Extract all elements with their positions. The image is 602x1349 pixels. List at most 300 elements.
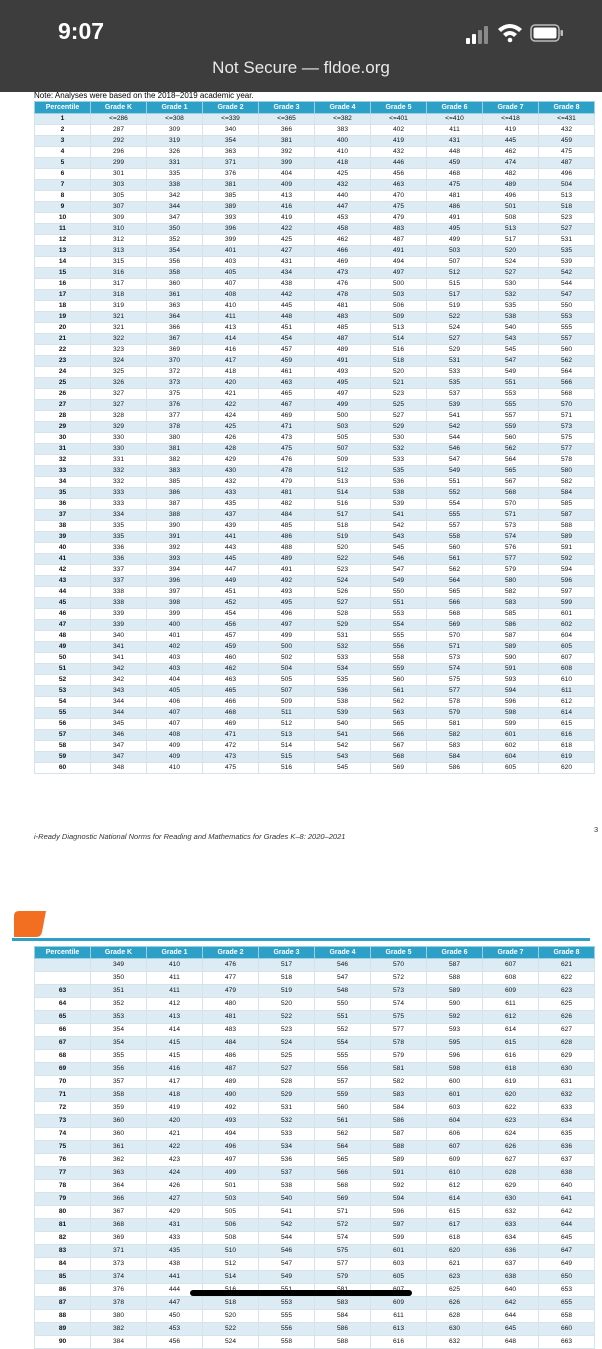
table-row [35, 411, 595, 422]
score-cell: 550 [315, 998, 371, 1011]
score-cell: 565 [371, 719, 427, 730]
score-cell: 559 [483, 422, 539, 433]
score-cell: 611 [371, 1310, 427, 1323]
score-cell: 479 [371, 213, 427, 224]
table-row [35, 1115, 595, 1128]
score-cell: 544 [427, 433, 483, 444]
percentile-cell: 41 [35, 554, 91, 565]
score-cell: 576 [483, 543, 539, 554]
percentile-cell [35, 972, 91, 985]
score-cell: 644 [539, 1219, 595, 1232]
score-cell: 527 [315, 598, 371, 609]
score-cell: 378 [147, 422, 203, 433]
score-cell: 626 [427, 1297, 483, 1310]
score-cell: 553 [371, 609, 427, 620]
score-cell: 606 [427, 1128, 483, 1141]
score-cell: 462 [315, 235, 371, 246]
score-cell: 419 [147, 1102, 203, 1115]
score-cell: 481 [427, 191, 483, 202]
score-cell: 551 [315, 1011, 371, 1024]
percentile-cell: 32 [35, 455, 91, 466]
score-cell: 414 [147, 1024, 203, 1037]
score-cell: 382 [147, 455, 203, 466]
percentile-cell: 30 [35, 433, 91, 444]
score-cell: 459 [427, 158, 483, 169]
score-cell: 588 [371, 1141, 427, 1154]
score-cell: 586 [315, 1323, 371, 1336]
score-cell: 416 [259, 202, 315, 213]
table-header-row [35, 947, 595, 959]
address-bar[interactable]: Not Secure — fldoe.org [212, 58, 390, 77]
score-cell: 568 [539, 389, 595, 400]
score-cell: 483 [371, 224, 427, 235]
score-cell: 383 [315, 125, 371, 136]
score-cell: 476 [203, 959, 259, 972]
score-cell: 404 [147, 675, 203, 686]
score-cell: 363 [91, 1167, 147, 1180]
table-row [35, 620, 595, 631]
score-cell: 560 [539, 345, 595, 356]
score-cell: 519 [315, 532, 371, 543]
score-cell: 617 [427, 1219, 483, 1232]
score-cell: 433 [147, 1232, 203, 1245]
score-cell: 380 [147, 433, 203, 444]
percentile-cell: 85 [35, 1271, 91, 1284]
score-cell: 537 [259, 1167, 315, 1180]
score-cell: 569 [371, 763, 427, 774]
percentile-cell: 81 [35, 1219, 91, 1232]
score-cell: 636 [483, 1245, 539, 1258]
score-cell: 514 [259, 741, 315, 752]
score-cell: 356 [147, 257, 203, 268]
score-cell: 526 [315, 587, 371, 598]
percentile-cell: 38 [35, 521, 91, 532]
score-cell: 476 [315, 279, 371, 290]
table-row [35, 1128, 595, 1141]
score-cell: 608 [539, 664, 595, 675]
score-cell: 392 [147, 543, 203, 554]
table-row [35, 565, 595, 576]
score-cell: 513 [315, 477, 371, 488]
score-cell: 399 [147, 609, 203, 620]
score-cell: 558 [371, 653, 427, 664]
score-cell: 547 [259, 1258, 315, 1271]
table-row [35, 301, 595, 312]
score-cell: 439 [203, 521, 259, 532]
score-cell: 443 [203, 543, 259, 554]
score-cell: 486 [259, 532, 315, 543]
table-row [35, 158, 595, 169]
score-cell: 354 [91, 1024, 147, 1037]
score-cell: 459 [539, 136, 595, 147]
score-cell: 487 [539, 158, 595, 169]
score-cell: 448 [427, 147, 483, 158]
score-cell: 333 [91, 488, 147, 499]
score-cell: 513 [483, 224, 539, 235]
percentile-cell: 2 [35, 125, 91, 136]
score-cell: 318 [91, 290, 147, 301]
score-cell: 487 [371, 235, 427, 246]
score-cell: 506 [203, 1219, 259, 1232]
score-cell: 411 [147, 985, 203, 998]
score-cell: 327 [91, 389, 147, 400]
table-row [35, 1063, 595, 1076]
percentile-cell: 16 [35, 279, 91, 290]
score-cell: 638 [483, 1271, 539, 1284]
score-cell: 642 [539, 1206, 595, 1219]
score-cell: 555 [483, 400, 539, 411]
percentile-cell: 19 [35, 312, 91, 323]
score-cell: 430 [203, 466, 259, 477]
score-cell: 505 [203, 1206, 259, 1219]
score-cell: 562 [315, 1128, 371, 1141]
score-cell: 620 [539, 763, 595, 774]
score-cell: 600 [427, 1076, 483, 1089]
score-cell: 509 [371, 312, 427, 323]
percentile-cell: 15 [35, 268, 91, 279]
score-cell: 495 [259, 598, 315, 609]
percentile-cell: 25 [35, 378, 91, 389]
score-cell: 495 [427, 224, 483, 235]
score-cell: 373 [91, 1258, 147, 1271]
score-cell: 326 [147, 147, 203, 158]
score-cell: 610 [427, 1167, 483, 1180]
score-cell: 513 [539, 191, 595, 202]
score-cell: 350 [147, 224, 203, 235]
score-cell: 527 [371, 411, 427, 422]
score-cell: 385 [203, 191, 259, 202]
score-cell: 608 [483, 972, 539, 985]
score-cell: 388 [147, 510, 203, 521]
score-cell: 560 [315, 1102, 371, 1115]
score-cell: 584 [371, 1102, 427, 1115]
percentile-cell: 58 [35, 741, 91, 752]
score-cell: 523 [371, 389, 427, 400]
percentile-cell: 17 [35, 290, 91, 301]
score-cell: 544 [259, 1232, 315, 1245]
score-cell: 538 [259, 1180, 315, 1193]
score-cell: 637 [483, 1258, 539, 1271]
score-cell: 348 [91, 763, 147, 774]
score-cell: 536 [315, 686, 371, 697]
norms-table-page-4 [34, 946, 595, 1349]
score-cell: 568 [315, 1180, 371, 1193]
score-cell: 551 [483, 378, 539, 389]
score-cell: 371 [203, 158, 259, 169]
score-cell: 416 [147, 1063, 203, 1076]
percentile-cell: 8 [35, 191, 91, 202]
table-row [35, 1206, 595, 1219]
score-cell: 583 [427, 741, 483, 752]
score-cell: 610 [539, 675, 595, 686]
table-row [35, 444, 595, 455]
score-cell: 497 [371, 268, 427, 279]
score-cell: 524 [315, 576, 371, 587]
score-cell: 346 [91, 730, 147, 741]
score-cell: 546 [259, 1245, 315, 1258]
score-cell: 437 [203, 510, 259, 521]
percentile-cell: 67 [35, 1037, 91, 1050]
table-row [35, 1180, 595, 1193]
score-cell: 514 [203, 1271, 259, 1284]
score-cell: 319 [147, 136, 203, 147]
score-cell: 355 [91, 1050, 147, 1063]
percentile-cell: 73 [35, 1115, 91, 1128]
score-cell: 417 [203, 356, 259, 367]
score-cell: 505 [259, 675, 315, 686]
table-row [35, 1297, 595, 1310]
score-cell: 479 [259, 477, 315, 488]
score-cell: 410 [147, 763, 203, 774]
score-cell: 496 [203, 1141, 259, 1154]
score-cell: 336 [91, 543, 147, 554]
score-cell: 489 [259, 554, 315, 565]
score-cell: 538 [483, 312, 539, 323]
score-cell: 487 [203, 1063, 259, 1076]
score-cell: 607 [539, 653, 595, 664]
score-cell: 343 [91, 686, 147, 697]
score-cell: 572 [315, 1219, 371, 1232]
score-cell: 650 [539, 1271, 595, 1284]
percentile-cell: 57 [35, 730, 91, 741]
score-cell: 625 [427, 1284, 483, 1297]
score-cell: 349 [91, 959, 147, 972]
score-cell: 622 [539, 972, 595, 985]
home-indicator[interactable] [190, 1290, 412, 1296]
score-cell: 522 [203, 1323, 259, 1336]
score-cell: 598 [427, 1063, 483, 1076]
score-cell: 583 [315, 1297, 371, 1310]
score-cell: 510 [203, 1245, 259, 1258]
score-cell: 407 [147, 719, 203, 730]
score-cell: 480 [203, 998, 259, 1011]
score-cell: 367 [147, 334, 203, 345]
score-cell: 380 [91, 1310, 147, 1323]
score-cell: 638 [539, 1167, 595, 1180]
column-header-grade-3: Grade 3 [259, 947, 315, 959]
score-cell: 389 [203, 202, 259, 213]
score-cell: 451 [259, 323, 315, 334]
score-cell: <=308 [147, 114, 203, 125]
score-cell: 562 [539, 356, 595, 367]
score-cell: 492 [203, 1102, 259, 1115]
table-row [35, 752, 595, 763]
score-cell: 540 [315, 719, 371, 730]
score-cell: 627 [483, 1154, 539, 1167]
score-cell: 358 [91, 1089, 147, 1102]
score-cell: 341 [91, 642, 147, 653]
score-cell: 485 [259, 521, 315, 532]
percentile-cell: 4 [35, 147, 91, 158]
score-cell: 507 [427, 257, 483, 268]
score-cell: 561 [427, 554, 483, 565]
score-cell: 534 [259, 1141, 315, 1154]
score-cell: 625 [539, 998, 595, 1011]
score-cell: 409 [147, 741, 203, 752]
percentile-cell: 26 [35, 389, 91, 400]
score-cell: 407 [203, 279, 259, 290]
score-cell: 542 [259, 1219, 315, 1232]
score-cell: 546 [371, 554, 427, 565]
score-cell: 435 [147, 1245, 203, 1258]
score-cell: 347 [91, 752, 147, 763]
score-cell: 421 [203, 389, 259, 400]
score-cell: 432 [315, 180, 371, 191]
percentile-cell: 14 [35, 257, 91, 268]
score-cell: 569 [427, 620, 483, 631]
table-row [35, 213, 595, 224]
percentile-cell: 46 [35, 609, 91, 620]
score-cell: 574 [483, 532, 539, 543]
score-cell: 495 [315, 378, 371, 389]
wifi-icon [497, 22, 523, 42]
score-cell: 447 [203, 565, 259, 576]
percentile-cell [35, 959, 91, 972]
score-cell: 547 [483, 356, 539, 367]
table-row [35, 136, 595, 147]
table-row [35, 719, 595, 730]
analysis-note: Note: Analyses were based on the 2018–2019 academic year. [34, 91, 254, 100]
score-cell: 530 [483, 279, 539, 290]
column-header-grade-6: Grade 6 [427, 102, 483, 114]
score-cell: 536 [371, 477, 427, 488]
percentile-cell: 12 [35, 235, 91, 246]
score-cell: 570 [371, 959, 427, 972]
score-cell: 542 [371, 521, 427, 532]
score-cell: 619 [539, 752, 595, 763]
score-cell: 518 [371, 356, 427, 367]
score-cell: 549 [427, 466, 483, 477]
score-cell: 568 [371, 752, 427, 763]
table-row [35, 664, 595, 675]
score-cell: 516 [371, 345, 427, 356]
score-cell: 535 [427, 378, 483, 389]
score-cell: 589 [539, 532, 595, 543]
score-cell: 602 [539, 620, 595, 631]
score-cell: 641 [539, 1193, 595, 1206]
score-cell: 589 [427, 985, 483, 998]
score-cell: 419 [371, 136, 427, 147]
score-cell: 653 [539, 1284, 595, 1297]
score-cell: 307 [91, 202, 147, 213]
score-cell: 624 [483, 1128, 539, 1141]
table-row [35, 576, 595, 587]
percentile-cell: 1 [35, 114, 91, 125]
score-cell: 579 [427, 708, 483, 719]
score-cell: 484 [259, 510, 315, 521]
score-cell: 362 [91, 1154, 147, 1167]
score-cell: 542 [539, 268, 595, 279]
score-cell: 375 [147, 389, 203, 400]
column-header-grade-k: Grade K [91, 947, 147, 959]
score-cell: 534 [315, 664, 371, 675]
score-cell: 565 [483, 466, 539, 477]
score-cell: 557 [539, 334, 595, 345]
score-cell: 410 [315, 147, 371, 158]
score-cell: 315 [91, 257, 147, 268]
score-cell: 570 [483, 499, 539, 510]
score-cell: 369 [91, 1232, 147, 1245]
score-cell: 599 [539, 598, 595, 609]
score-cell: 509 [259, 697, 315, 708]
score-cell: 555 [539, 323, 595, 334]
score-cell: 489 [203, 1076, 259, 1089]
score-cell: 601 [371, 1245, 427, 1258]
score-cell: 535 [315, 675, 371, 686]
status-time: 9:07 [58, 18, 105, 44]
column-header-grade-8: Grade 8 [539, 947, 595, 959]
score-cell: 497 [203, 1154, 259, 1167]
percentile-cell: 88 [35, 1310, 91, 1323]
score-cell: 582 [371, 1076, 427, 1089]
score-cell: 493 [259, 587, 315, 598]
score-cell: 590 [427, 998, 483, 1011]
score-cell: 629 [483, 1180, 539, 1193]
score-cell: 309 [147, 125, 203, 136]
score-cell: 473 [203, 752, 259, 763]
score-cell: 415 [147, 1050, 203, 1063]
score-cell: 413 [203, 323, 259, 334]
score-cell: 403 [147, 653, 203, 664]
score-cell: 587 [483, 631, 539, 642]
score-cell: 587 [539, 510, 595, 521]
score-cell: 456 [147, 1336, 203, 1349]
score-cell: 435 [203, 499, 259, 510]
score-cell: 347 [147, 213, 203, 224]
percentile-cell: 89 [35, 1323, 91, 1336]
score-cell: 335 [91, 532, 147, 543]
score-cell: 527 [483, 268, 539, 279]
score-cell: 453 [315, 213, 371, 224]
score-cell: 531 [315, 631, 371, 642]
score-cell: 433 [203, 488, 259, 499]
table-row [35, 477, 595, 488]
score-cell: 487 [315, 334, 371, 345]
score-cell: 577 [315, 1258, 371, 1271]
score-cell: 566 [371, 730, 427, 741]
score-cell: 555 [315, 1050, 371, 1063]
score-cell: 413 [259, 191, 315, 202]
column-header-grade-6: Grade 6 [427, 947, 483, 959]
score-cell: 545 [315, 763, 371, 774]
score-cell: 533 [427, 367, 483, 378]
score-cell: 456 [203, 620, 259, 631]
score-cell: 579 [315, 1271, 371, 1284]
column-header-grade-7: Grade 7 [483, 102, 539, 114]
score-cell: 521 [371, 378, 427, 389]
score-cell: 623 [539, 985, 595, 998]
score-cell: 536 [259, 1154, 315, 1167]
score-cell: 577 [483, 554, 539, 565]
score-cell: 524 [203, 1336, 259, 1349]
score-cell: 476 [259, 455, 315, 466]
score-cell: 553 [483, 389, 539, 400]
score-cell: 564 [483, 455, 539, 466]
score-cell: 394 [147, 565, 203, 576]
score-cell: 507 [259, 686, 315, 697]
score-cell: 518 [315, 521, 371, 532]
table-row [35, 202, 595, 213]
score-cell: 396 [147, 576, 203, 587]
score-cell: 500 [315, 411, 371, 422]
table-row [35, 1037, 595, 1050]
score-cell: 418 [147, 1089, 203, 1102]
score-cell: 623 [483, 1115, 539, 1128]
score-cell: 590 [483, 653, 539, 664]
score-cell: 568 [427, 609, 483, 620]
score-cell: 520 [315, 543, 371, 554]
score-cell: 420 [147, 1115, 203, 1128]
